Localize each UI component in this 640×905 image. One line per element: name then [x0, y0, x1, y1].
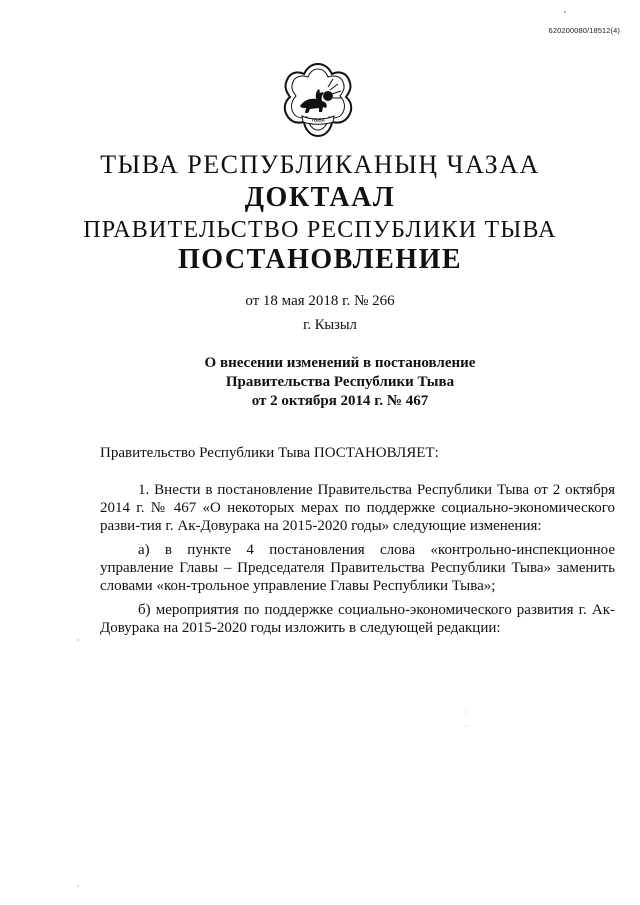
subject-line: О внесении изменений в постановление	[204, 355, 476, 371]
header-tyva-decree: ДОКТААЛ	[244, 182, 396, 213]
decree-date-number: от 18 мая 2018 г. № 266	[245, 293, 395, 309]
document-number: 620200080/18512(4)	[548, 26, 620, 35]
decree-intro: Правительство Республики Тыва ПОСТАНОВЛЯЕТ:	[100, 445, 439, 461]
paragraph-b: б) мероприятия по поддержке социально-экономического развития г. Ак-Довурака на 2015-2020 годы изложить в следующей редакции:	[100, 602, 615, 636]
tyva-emblem-icon	[278, 60, 358, 140]
header-tyva-government: ТЫВА РЕСПУБЛИКАНЫҢ ЧАЗАА	[100, 150, 540, 179]
header-russian-government: ПРАВИТЕЛЬСТВО РЕСПУБЛИКИ ТЫВА	[83, 217, 557, 243]
decree-subject	[20, 354, 640, 411]
paragraph-1: 1. Внести в постановление Правительства Республики Тыва от 2 октября 2014 г. № 467 «О некоторых мерах по поддержке социально-экономического разви-тия г. Ак-Довурака на 2015-2020 годы» следующие изменения:	[100, 482, 615, 534]
emblem-label: ТЫВА	[311, 117, 325, 123]
decree-city: г. Кызыл	[303, 317, 357, 333]
subject-line: от 2 октября 2014 г. № 467	[251, 393, 429, 409]
subject-line: Правительства Республики Тыва	[225, 374, 455, 390]
paragraph-a: а) в пункте 4 постановления слова «контрольно-инспекционное управление Главы – Председателя Правительства Республики Тыва» заменить словами «кон-трольное управление Главы Республики Тыва»;	[100, 542, 615, 594]
header-russian-decree: ПОСТАНОВЛЕНИЕ	[177, 244, 463, 275]
